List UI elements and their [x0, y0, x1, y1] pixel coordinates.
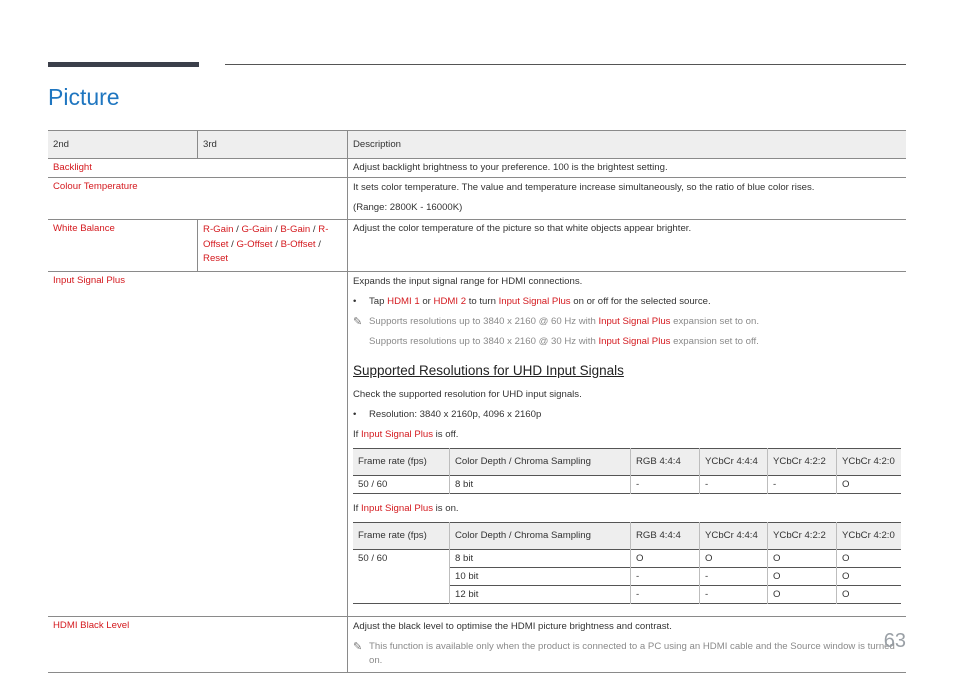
isp-note-1 — [353, 315, 901, 329]
white-balance-options — [198, 220, 348, 272]
text-span: Supports resolutions up to 3840 x 2160 @ 30 Hz with — [369, 335, 599, 347]
value-cell: O — [768, 585, 837, 603]
option-separator: / — [318, 238, 321, 250]
hdmi2-term: HDMI 2 — [433, 295, 467, 307]
col-ycbcr422: YCbCr 4:2:2 — [768, 448, 837, 475]
colour-temperature-desc — [348, 178, 907, 220]
frame-rate-cell: 50 / 60 — [353, 549, 450, 603]
page-number: 63 — [883, 630, 906, 652]
col-ycbcr422: YCbCr 4:2:2 — [768, 522, 837, 549]
col-rgb444: RGB 4:4:4 — [631, 448, 700, 475]
option-g-gain: G-Gain — [241, 224, 273, 235]
text-span: Supports resolutions up to 3840 x 2160 @ 60 Hz with — [369, 315, 599, 327]
table-row — [353, 475, 901, 493]
option-separator: / — [275, 224, 278, 235]
option-r-gain: R-Gain — [203, 224, 234, 235]
settings-table — [48, 130, 906, 673]
isp-text: Expands the input signal range for HDMI connections. — [353, 275, 583, 287]
text-span: If — [353, 502, 361, 514]
value-cell: O — [837, 475, 902, 493]
table-row — [353, 549, 901, 567]
text-span: on or off for the selected source. — [570, 295, 711, 307]
value-cell: - — [631, 585, 700, 603]
text-span: If — [353, 428, 361, 440]
hdmi-black-level-desc — [348, 616, 907, 672]
pencil-note-icon: ✎ — [353, 640, 363, 653]
input-signal-plus-desc — [348, 271, 907, 616]
option-reset: Reset — [203, 253, 229, 264]
col-frame-rate: Frame rate (fps) — [358, 530, 427, 541]
value-cell: O — [700, 549, 768, 567]
option-b-offset: B-Offset — [280, 238, 316, 250]
col-frame-rate: Frame rate (fps) — [358, 456, 427, 467]
depth-cell: 12 bit — [455, 588, 479, 600]
hdmi-black-level-note — [353, 640, 901, 668]
resolution-table-off — [353, 448, 901, 494]
text-span: is off. — [433, 428, 459, 440]
table-row-white-balance — [48, 220, 906, 272]
value-cell: O — [837, 549, 902, 567]
option-separator: / — [231, 238, 234, 250]
colour-temperature-range: (Range: 2800K - 16000K) — [353, 202, 463, 213]
col-ycbcr444: YCbCr 4:4:4 — [700, 448, 768, 475]
depth-cell: 8 bit — [450, 549, 631, 567]
value-cell: O — [631, 549, 700, 567]
isp-bullet — [353, 295, 901, 309]
depth-cell: 10 bit — [455, 570, 479, 582]
option-b-gain: B-Gain — [280, 224, 311, 235]
pencil-note-icon: ✎ — [353, 315, 363, 328]
isp-term: Input Signal Plus — [498, 295, 571, 307]
isp-note-2 — [353, 335, 901, 349]
option-separator: / — [275, 238, 278, 250]
col-ycbcr420: YCbCr 4:2:0 — [837, 448, 902, 475]
isp-off-line — [353, 428, 901, 442]
col-color-depth: Color Depth / Chroma Sampling — [450, 448, 631, 475]
header-3rd: 3rd — [198, 131, 348, 159]
sub-table-header-row — [353, 522, 901, 549]
isp-term: Input Signal Plus — [598, 315, 671, 327]
value-cell: O — [768, 567, 837, 585]
value-cell: O — [837, 567, 902, 585]
resolution-table-on — [353, 522, 901, 604]
text-span: This function is available only when the product is connected to a PC using an HDMI cable and the Source window is turned on. — [369, 640, 895, 666]
value-cell: - — [700, 475, 768, 493]
hdmi-black-level-text: Adjust the black level to optimise the HDMI picture brightness and contrast. — [353, 620, 672, 632]
value-cell: - — [700, 567, 768, 585]
value-cell: O — [768, 549, 837, 567]
uhd-resolutions-heading: Supported Resolutions for UHD Input Signals — [353, 362, 624, 378]
sub-table-header-row — [353, 448, 901, 475]
white-balance-desc: Adjust the color temperature of the picture so that white objects appear brighter. — [353, 223, 692, 234]
col-ycbcr420: YCbCr 4:2:0 — [837, 522, 902, 549]
table-row-input-signal-plus — [48, 271, 906, 616]
text-span: to turn — [466, 295, 499, 307]
input-signal-plus-label: Input Signal Plus — [48, 271, 348, 616]
text-span: expansion set to off. — [670, 335, 759, 347]
col-color-depth: Color Depth / Chroma Sampling — [450, 522, 631, 549]
header-2nd: 2nd — [48, 131, 198, 159]
text-span: is on. — [433, 502, 459, 514]
value-cell: - — [768, 475, 837, 493]
hdmi-black-level-label: HDMI Black Level — [48, 616, 348, 672]
isp-term: Input Signal Plus — [361, 428, 433, 440]
depth-cell: 8 bit — [450, 475, 631, 493]
table-header-row — [48, 131, 906, 159]
page-title: Picture — [48, 84, 120, 110]
backlight-desc: Adjust backlight brightness to your preference. 100 is the brightest setting. — [353, 162, 668, 173]
header-rule — [225, 64, 906, 65]
colour-temperature-label: Colour Temperature — [48, 178, 348, 220]
white-balance-label: White Balance — [48, 220, 198, 272]
value-cell: O — [837, 585, 902, 603]
table-row-backlight — [48, 159, 906, 178]
hdmi1-term: HDMI 1 — [387, 295, 420, 307]
col-rgb444: RGB 4:4:4 — [631, 522, 700, 549]
value-cell: - — [631, 475, 700, 493]
isp-term: Input Signal Plus — [598, 335, 671, 347]
option-r-offset: R-Offset — [203, 224, 329, 250]
text-span: Tap — [369, 295, 388, 307]
table-row-hdmi-black-level — [48, 616, 906, 672]
option-separator: / — [312, 224, 316, 235]
header-description: Description — [353, 138, 401, 150]
text-span: or — [419, 295, 434, 307]
value-cell: - — [631, 567, 700, 585]
backlight-label: Backlight — [48, 159, 348, 178]
frame-rate-cell: 50 / 60 — [353, 475, 450, 493]
option-g-offset: G-Offset — [236, 238, 273, 250]
value-cell: - — [700, 585, 768, 603]
isp-term: Input Signal Plus — [361, 502, 433, 514]
colour-temperature-text: It sets color temperature. The value and temperature increase simultaneously, so the ratio of blue color rises. — [353, 182, 815, 193]
check-resolution-text: Check the supported resolution for UHD input signals. — [353, 388, 582, 400]
table-row-colour-temperature — [48, 178, 906, 220]
resolution-bullet: • Resolution: 3840 x 2160p, 4096 x 2160p — [353, 408, 901, 422]
text-span: expansion set to on. — [670, 315, 760, 327]
option-separator: / — [236, 224, 239, 235]
header-accent-bar — [48, 62, 199, 67]
isp-on-line — [353, 502, 901, 516]
col-ycbcr444: YCbCr 4:4:4 — [700, 522, 768, 549]
